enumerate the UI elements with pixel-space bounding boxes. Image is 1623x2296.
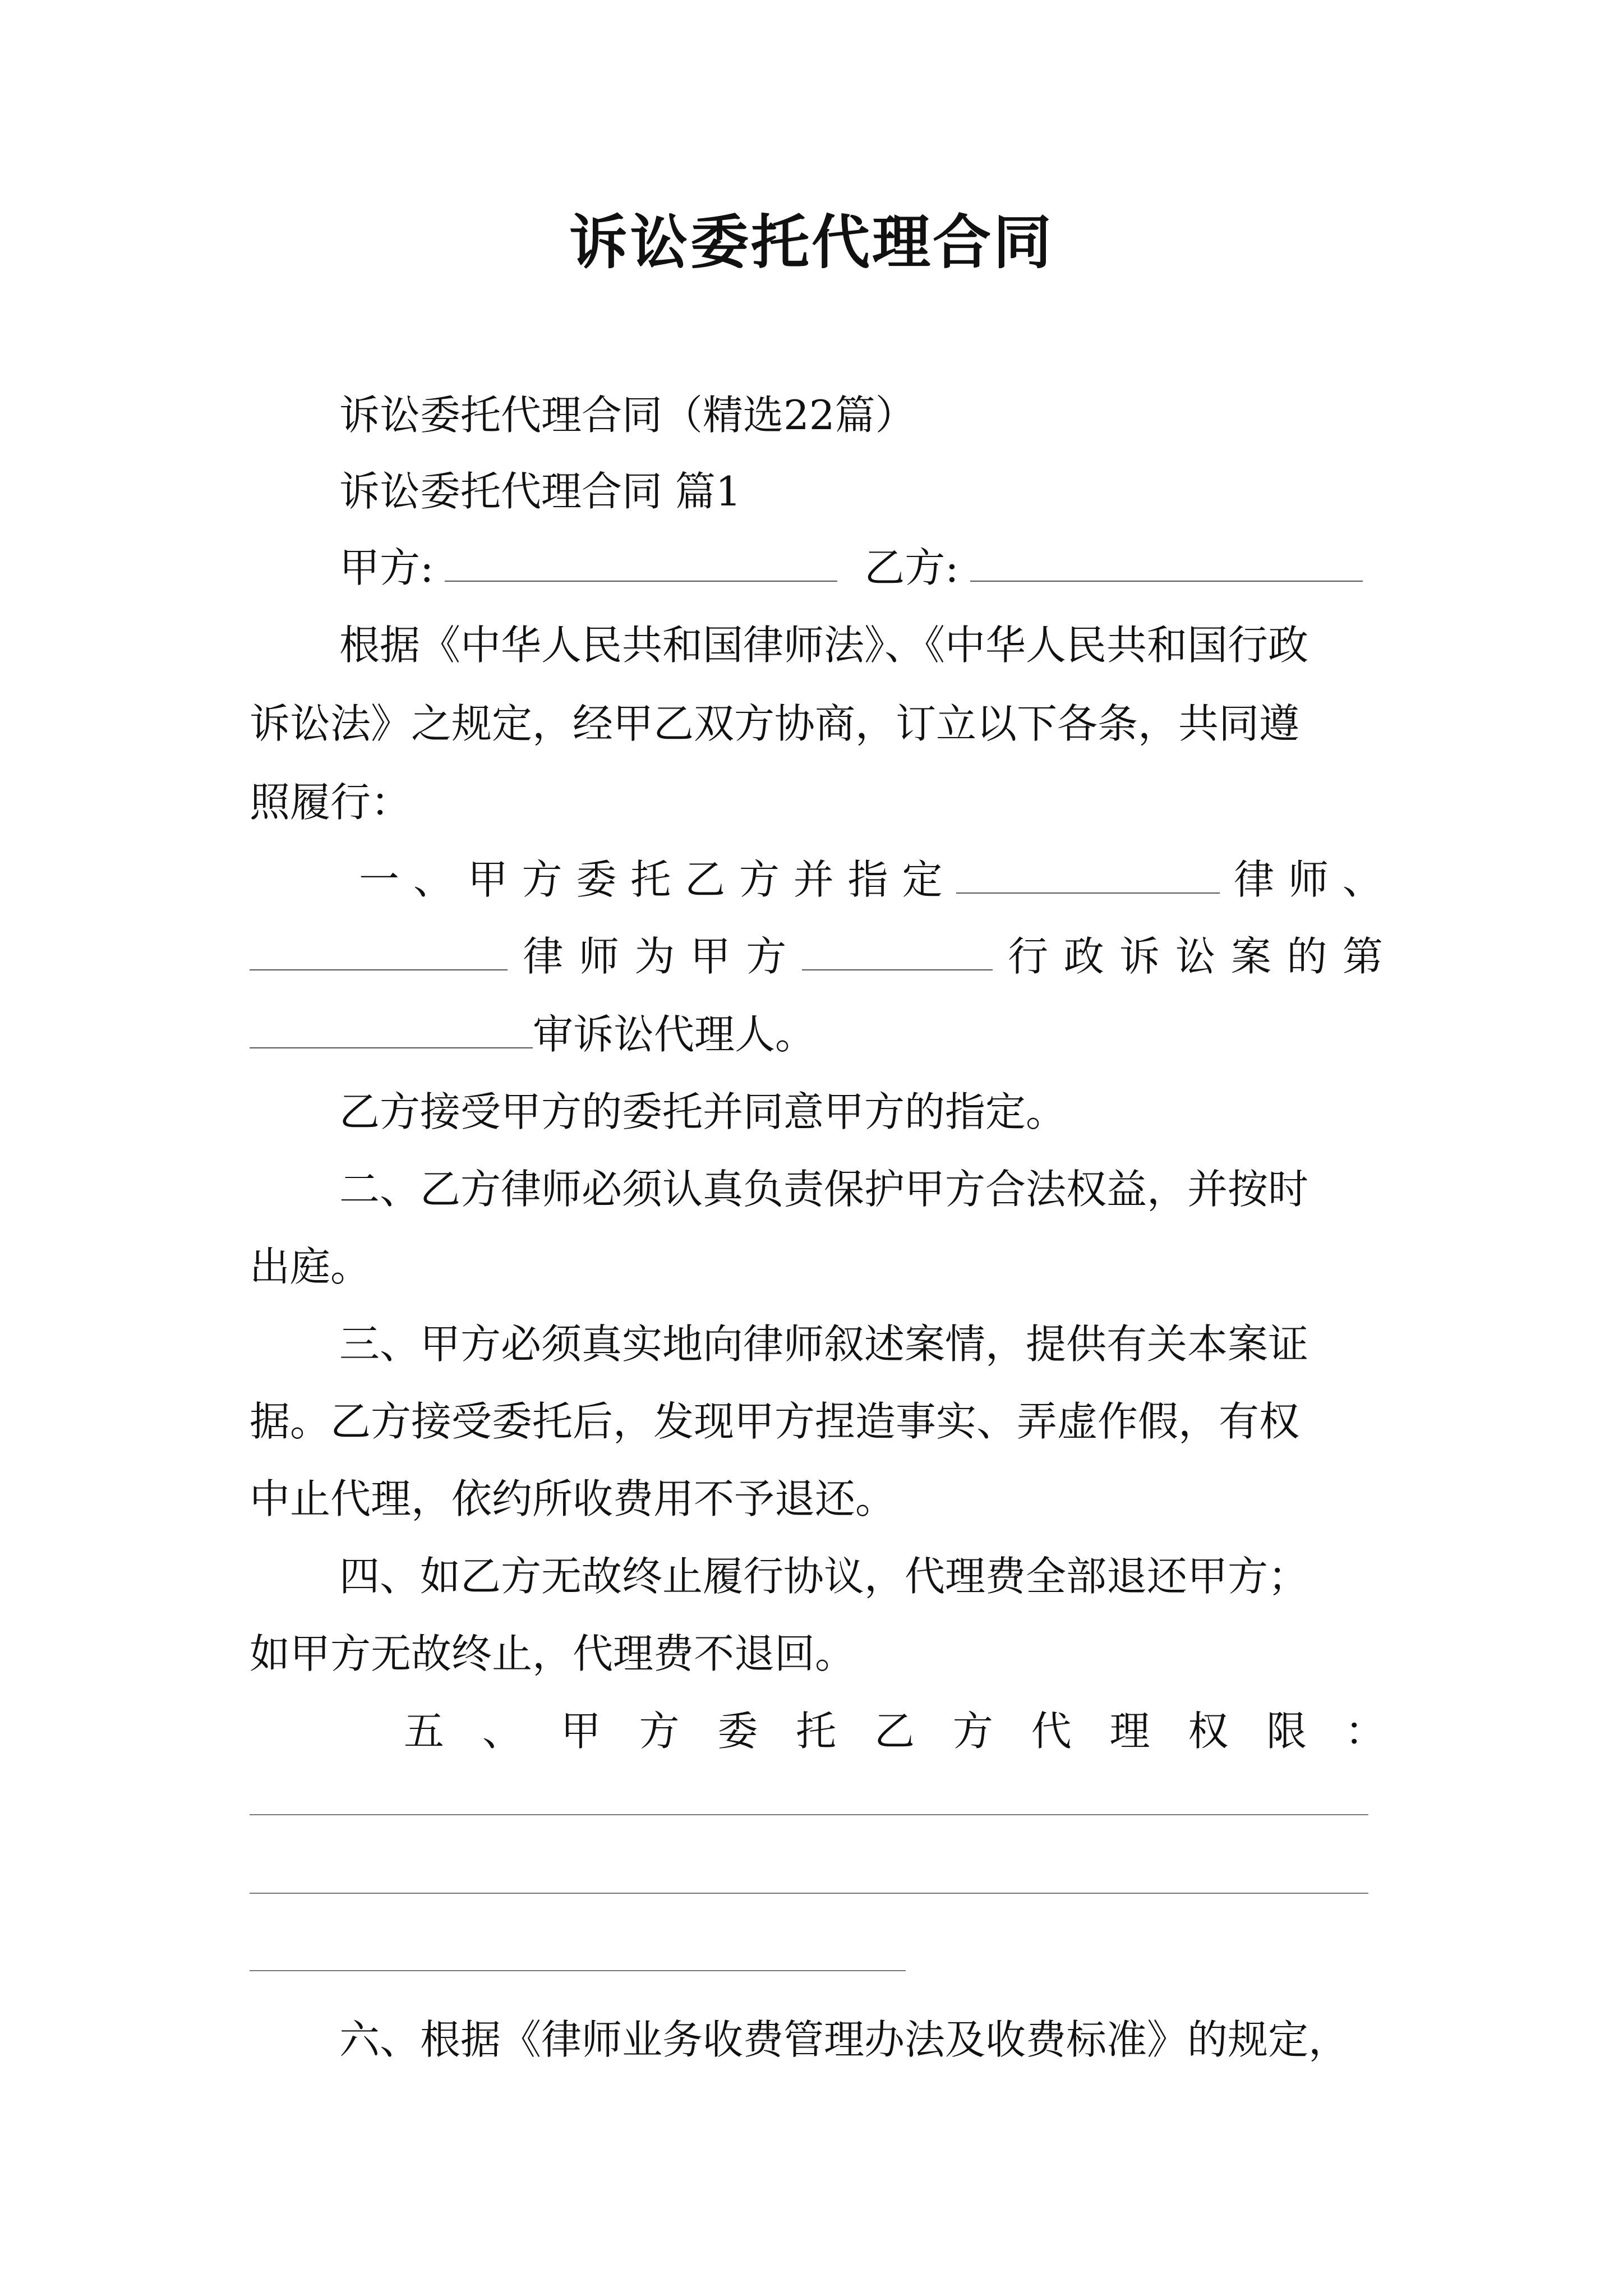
- party-a-blank[interactable]: [445, 541, 837, 582]
- clause5-char: 委: [717, 1708, 758, 1755]
- clause3-line-3: 中止代理，依约所收费用不予退还。: [250, 1475, 896, 1522]
- clause1-char: 委: [576, 856, 617, 903]
- clause5-char: 限: [1266, 1708, 1307, 1755]
- intro-line-2: 诉讼法》之规定，经甲乙双方协商，订立以下各条，共同遵: [250, 700, 1300, 747]
- instance-blank[interactable]: [250, 1008, 533, 1048]
- clause5-char: 方: [952, 1708, 993, 1755]
- clause1-char: 方: [739, 856, 780, 903]
- clause1-char: 讼: [1175, 933, 1216, 980]
- clause1-line-3-text: 审诉讼代理人。: [533, 1011, 816, 1058]
- clause5-char: 权: [1188, 1708, 1229, 1755]
- clause1-char: 甲: [467, 856, 508, 903]
- lawyer-2-blank[interactable]: [250, 930, 508, 970]
- clause1-char: 为: [634, 933, 675, 980]
- clause6-line-1: 六、根据《律师业务收费管理办法及收费标准》的规定，: [339, 2016, 1349, 2063]
- clause1-char: 指: [847, 856, 888, 903]
- party-a-label: 甲方:: [339, 544, 434, 591]
- clause1-char: 、: [1342, 856, 1383, 903]
- clause1-char: 、: [413, 856, 454, 903]
- clause5-char: 代: [1031, 1708, 1072, 1755]
- clause1-char: 第: [1342, 933, 1383, 980]
- clause1-line-2: [250, 928, 1383, 984]
- clause1-char: 律: [523, 933, 564, 980]
- clause1-char: 并: [793, 856, 834, 903]
- intro-line-1: 根据《中华人民共和国律师法》、《中华人民共和国行政: [339, 622, 1309, 669]
- clause5-line: [404, 1703, 1385, 1759]
- clause1-char: 律: [1234, 856, 1275, 903]
- clause3-line-2: 据。乙方接受委托后，发现甲方捏造事实、弄虚作假，有权: [250, 1398, 1300, 1445]
- clause1-char: 案: [1230, 933, 1271, 980]
- document-title: 诉讼委托代理合同: [569, 208, 1054, 277]
- clause5-char: 、: [482, 1708, 523, 1755]
- party-b-blank[interactable]: [970, 541, 1363, 582]
- party-b-label: 乙方:: [864, 544, 959, 591]
- clause1-char: 托: [630, 856, 671, 903]
- clause1-char: 方: [522, 856, 562, 903]
- clause5-char: ：: [1344, 1708, 1385, 1755]
- clause5-char: 理: [1109, 1708, 1150, 1755]
- clause5-char: 五: [404, 1708, 445, 1755]
- clause1-char: 方: [746, 933, 787, 980]
- clause1-char: 师: [1288, 856, 1329, 903]
- lawyer-1-blank[interactable]: [956, 853, 1220, 894]
- clause5-char: 方: [639, 1708, 680, 1755]
- document-subtitle: 诉讼委托代理合同（精选22篇）: [339, 392, 916, 439]
- section-heading: 诉讼委托代理合同 篇1: [339, 468, 741, 515]
- clause1-char: 一: [359, 856, 400, 903]
- clause1-char: 诉: [1119, 933, 1160, 980]
- authority-blank-line-3[interactable]: [250, 1970, 906, 1971]
- clause1-char: 定: [902, 856, 943, 903]
- clause4-line-2: 如甲方无故终止，代理费不退回。: [250, 1630, 856, 1677]
- clause1-char: 的: [1287, 933, 1327, 980]
- clause1-char: 乙: [685, 856, 726, 903]
- clause1-line-1: [359, 852, 1383, 908]
- intro-line-3: 照履行：: [250, 779, 412, 826]
- clause3-line-1: 三、甲方必须真实地向律师叙述案情，提供有关本案证: [339, 1320, 1309, 1368]
- clause1-char: 师: [578, 933, 619, 980]
- clause2-line-2: 出庭。: [250, 1243, 371, 1290]
- clause1-char: 行: [1008, 933, 1049, 980]
- clause5-char: 托: [796, 1708, 837, 1755]
- clause4-line-1: 四、如乙方无故终止履行协议，代理费全部退还甲方；: [339, 1553, 1309, 1600]
- party-line: [339, 540, 1363, 596]
- case-blank[interactable]: [802, 930, 993, 970]
- authority-blank-line-1[interactable]: [250, 1814, 1368, 1815]
- clause5-char: 甲: [560, 1708, 601, 1755]
- clause1-char: 政: [1063, 933, 1104, 980]
- clause1-char: 甲: [690, 933, 731, 980]
- clause1-line-3: [250, 1006, 815, 1062]
- clause5-char: 乙: [874, 1708, 915, 1755]
- clause1-accept: 乙方接受甲方的委托并同意甲方的指定。: [339, 1088, 1067, 1135]
- authority-blank-line-2[interactable]: [250, 1893, 1368, 1894]
- clause2-line-1: 二、乙方律师必须认真负责保护甲方合法权益，并按时: [339, 1166, 1309, 1213]
